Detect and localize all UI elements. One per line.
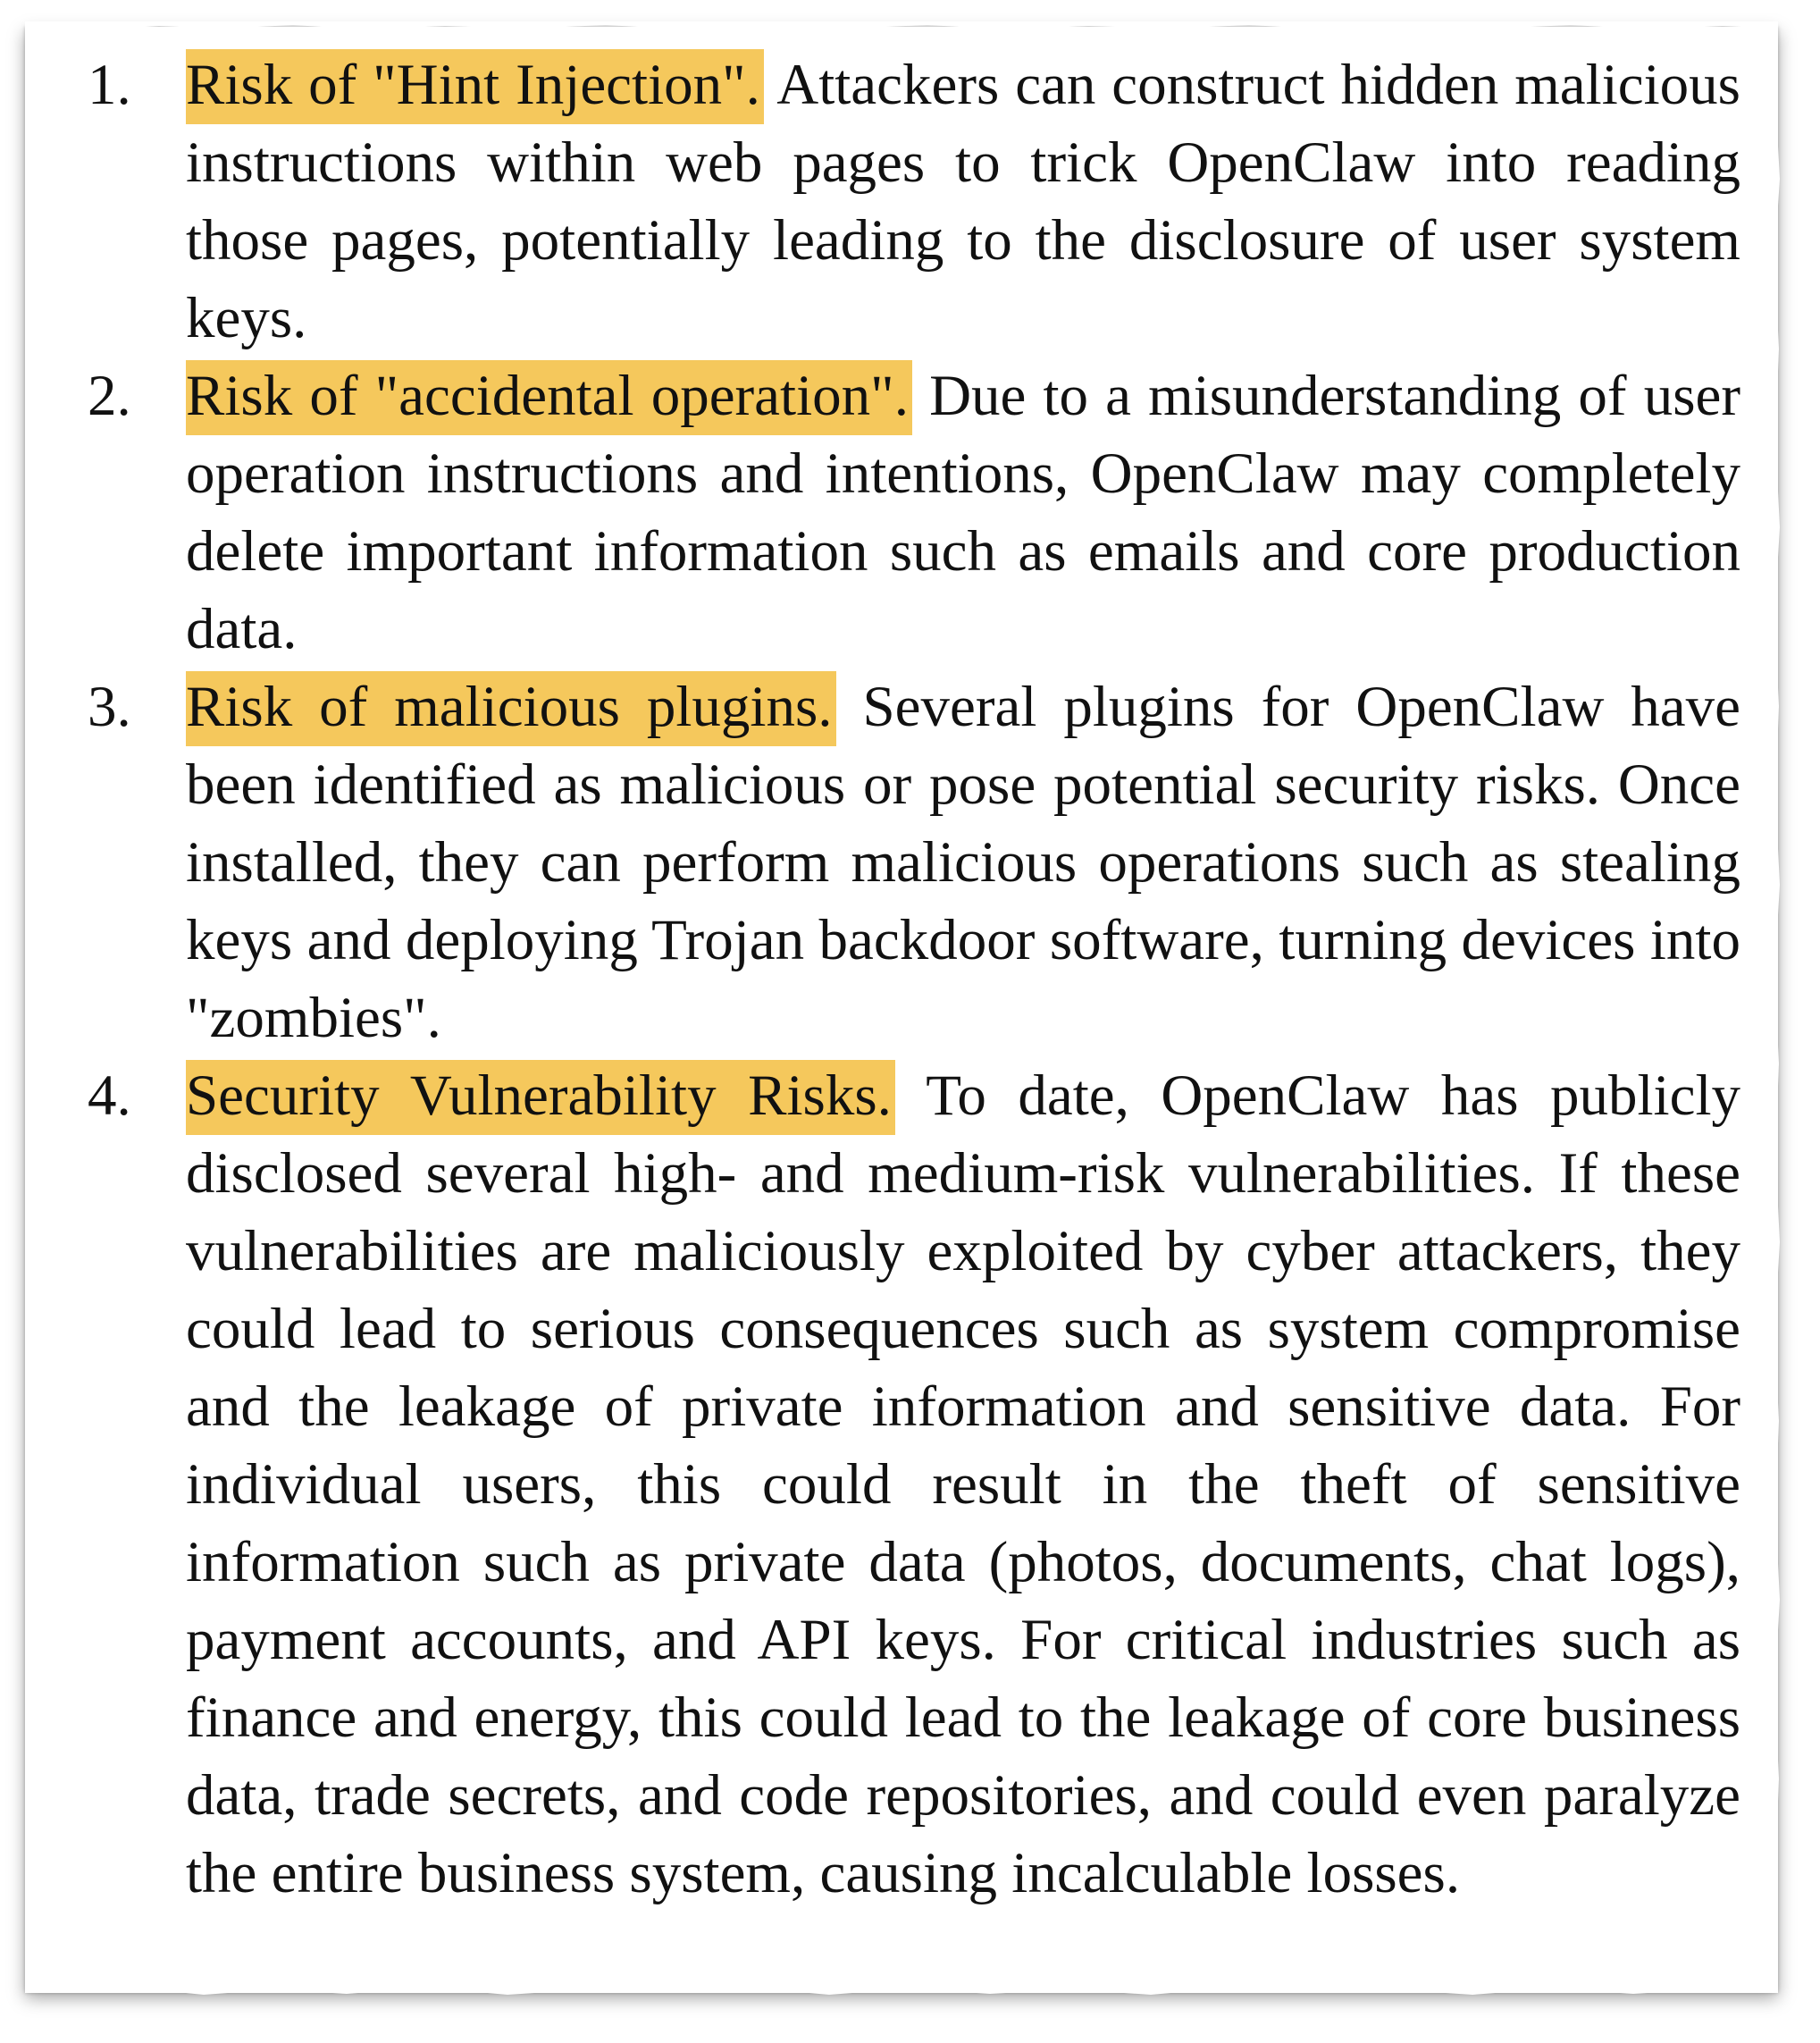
highlighted-heading: Risk of "accidental operation". [186, 360, 912, 435]
list-item [61, 357, 1740, 668]
torn-edge-bottom [25, 1984, 1778, 2000]
document-clipping [25, 27, 1778, 1993]
item-body: To date, OpenClaw has publicly disclosed several high- and medium-risk vulnerabilities. If these vulnerabilities are maliciously exploited by cyber attackers, they could lead to serious consequences such as system compromise and the leakage of private information and sensitive data. For individual users, this could result in the theft of sensitive information such as private data (photos, documents, chat logs), payment accounts, and API keys. For critical industries such as finance and energy, this could lead to the leakage of core business data, trade secrets, and code repositories, and could even paralyze the entire business system, causing incalculable losses. [186, 1064, 1741, 1905]
item-body: Several plugins for OpenClaw have been identified as malicious or pose potential security risks. Once installed, they can perform malicious operations such as stealing keys and deploying Trojan backdoor software, turning devices into "zombies". [186, 675, 1741, 1050]
item-number: 1. [88, 53, 131, 117]
item-body: Due to a misunderstanding of user operation instructions and intentions, OpenClaw may completely delete important information such as emails and core production data. [186, 364, 1740, 661]
list-item [61, 668, 1740, 1057]
item-number: 2. [88, 364, 131, 428]
highlighted-heading: Risk of malicious plugins. [186, 671, 836, 746]
item-number: 4. [88, 1064, 131, 1128]
highlighted-heading: Security Vulnerability Risks. [186, 1060, 895, 1135]
list-item [61, 46, 1740, 357]
list-item [61, 1057, 1740, 1913]
risk-list [61, 46, 1740, 1913]
torn-edge-top [25, 21, 1778, 34]
item-body: Attackers can construct hidden malicious instructions within web pages to trick OpenClaw into reading those pages, potentially leading to the disclosure of user system keys. [186, 53, 1740, 350]
highlighted-heading: Risk of "Hint Injection". [186, 49, 764, 124]
item-number: 3. [88, 675, 131, 739]
torn-edge-right [1771, 27, 1785, 1993]
